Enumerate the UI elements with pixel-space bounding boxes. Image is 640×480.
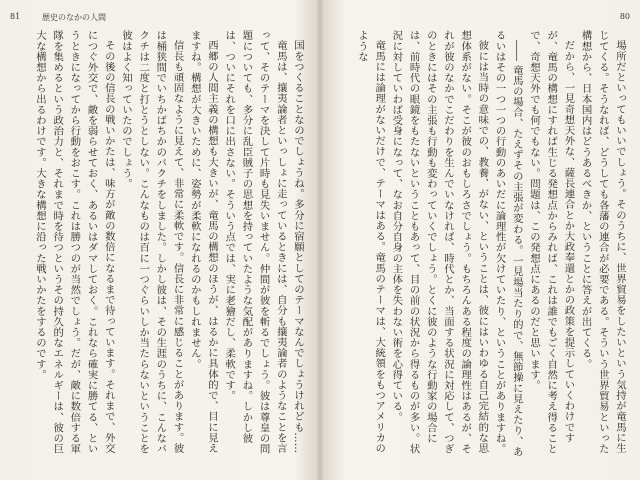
left-page-body — [14, 30, 306, 460]
left-paragraph-4: 信長も頑固なように見えて、非常に柔軟です。信長に非常に感じることがあります。彼は桶狭間でいちかばちかのバクチをしました。しかし彼は、その生涯のうちに、こんなバクチは二度と打とうとしない。こんなものは百に一つぐらいしか当たらないということを彼はよく知っていたのでしょう。 — [119, 30, 184, 454]
left-paragraph-3: 西郷の人間主義の構想も大きいが、竜馬の構想のほうが、はるかに具体的で、目に見えますね。構想が大きいために、姿勢が柔軟になれるのかもしれません。 — [188, 30, 218, 454]
left-paragraph-2: 竜馬は、攘夷論者といっしょに走っているときには、自分も攘夷論者のようなことを言って、そのテーマを決して片時も見失いません。仲間が彼を斬るでしょう。彼は尊皇の問題についても、多分に乱臣賊子の思想を持っていたような気配がありますね。しかし彼は、ついにそれを口に出さない。そういう点では、実に老獪だし、柔軟です。 — [223, 30, 287, 454]
right-paragraph-2: だから、一見奇想天外な、薩長連合とか大政奉還とかの政策を提示していくわけですが、竜馬の構想にすれば生じる発想点からみれば、これは誰でもごく自然に考え得ることで、奇想天外でも何でもない。問題は、この発想点にあるのだと思います。 — [527, 30, 575, 454]
left-paragraph-1: 国をつくることなのでしょうね。多分に宿願としてのテーマなんでしょうけれども…… — [292, 40, 304, 454]
left-page — [0, 0, 316, 480]
right-paragraph-3: ―― 竜馬の場合、たえずその主張が変わる。一見場当たり的で、無節操に見えたり、あるいはその一つ一つの行動のあいだに論理性が欠けていたり、ということがありますね。 — [493, 30, 523, 458]
right-paragraph-5: 竜馬には論理がないだけで、テーマはある。竜馬のテーマは、大統領をもつアメリカのような — [355, 30, 386, 454]
left-page-number: 81 — [10, 12, 21, 21]
right-paragraph-1: 場所だといってもいいでしょう。そのうちに、世界貿易をしたいという気持が竜馬に生じてくる。そうなれば、どうしても各藩の連合が必要である。そういう世界貿易といった構想から、日本国内はどうあるべきか、ということに答えが出てくる。 — [579, 30, 626, 454]
right-page-number: 80 — [619, 12, 630, 21]
right-paragraph-4: 彼には当時の意味での、教養、がない、ということは、彼にはいわゆる自己完結的な思想体系がない。そこが彼のおもしろさでしょう。もちろんある程度の論理性はあるが、それが彼のなかでこだわりを生んでいなければ、時代とか、当面する状況に対応して、つぎのときにはその主張も行動も変わっていくでしょう。とくに彼のような行動家の場合には、前時代の眼鏡をもたないということもあって、目の前の状況から得るものが多い。状況に対していわば受身になって、なお自分自身の主体を失わない術を心得ている。 — [390, 30, 489, 454]
left-paragraph-5: その後の信長の戦いかたは、味方が敵の数倍になるまで待っています。それまで、外交につぐ外交で、敵を弱らせておく、あるいはダマしておく。これなら確実に勝てる、というときになってから行動をおこす。これは勝つのが当然でしょう。だが、敵に数倍する軍隊を集めるという政治力と、それまで時を待つというその持久的なエネルギーは、彼の巨大な構想から出るわけです。大きな構想に沿った戦いかたをするのです。 — [33, 30, 115, 454]
right-page-body — [330, 30, 628, 460]
right-page — [324, 0, 640, 480]
book-gutter — [316, 0, 324, 480]
running-title: 歴史のなかの人間 — [42, 13, 106, 22]
